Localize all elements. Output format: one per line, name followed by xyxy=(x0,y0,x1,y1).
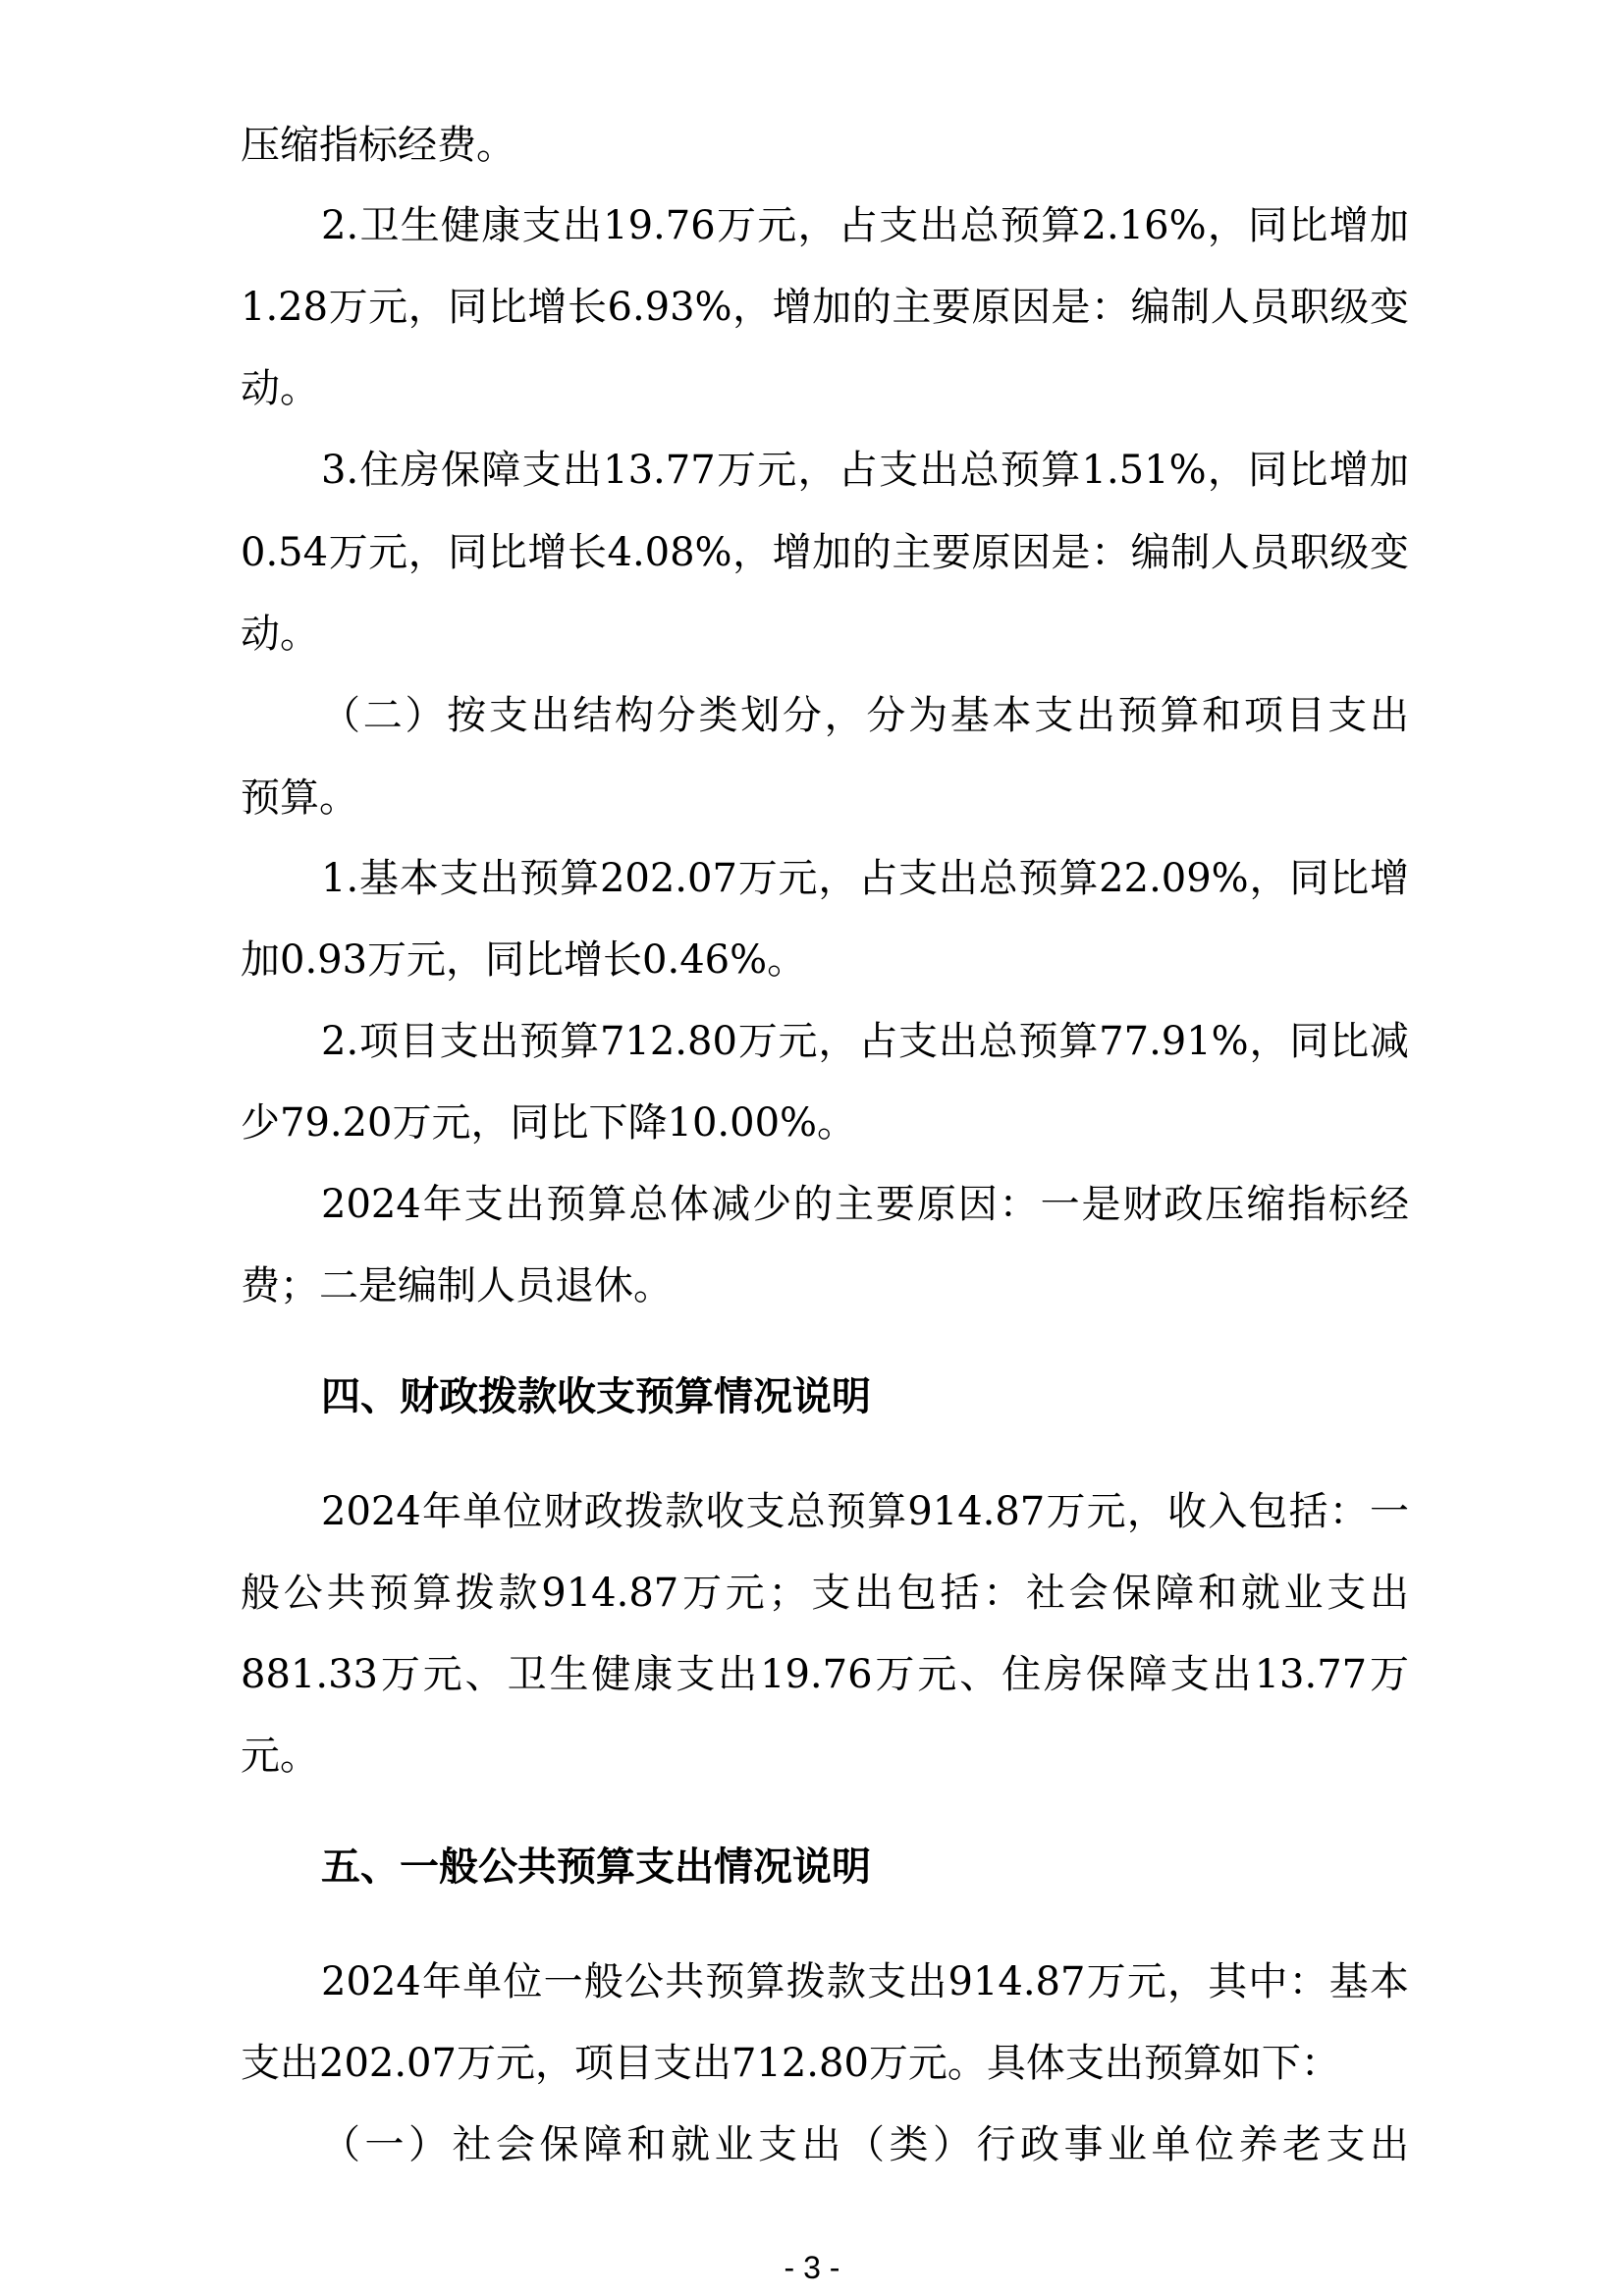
text-line: 元。 xyxy=(241,1734,319,1779)
text-line: 支出202.07万元，项目支出712.80万元。具体支出预算如下： xyxy=(241,2041,1340,2086)
section-heading: 五、一般公共预算支出情况说明 xyxy=(321,1844,871,1890)
text-line: 2024年单位一般公共预算拨款支出914.87万元，其中：基本 xyxy=(321,1959,1409,2004)
text-line: 加0.93万元，同比增长0.46%。 xyxy=(241,937,807,983)
text-line: 1.基本支出预算202.07万元，占支出总预算22.09%，同比增 xyxy=(321,856,1409,901)
text-line: 3.住房保障支出13.77万元，占支出总预算1.51%，同比增加 xyxy=(321,448,1409,493)
text-line: （二）按支出结构分类划分，分为基本支出预算和项目支出 xyxy=(321,693,1409,738)
text-line: 2024年单位财政拨款收支总预算914.87万元，收入包括：一 xyxy=(321,1489,1409,1534)
text-line: 2.项目支出预算712.80万元，占支出总预算77.91%，同比减 xyxy=(321,1019,1409,1064)
text-line: 动。 xyxy=(241,612,319,657)
text-line: 动。 xyxy=(241,366,319,411)
page-number: - 3 - xyxy=(784,2250,840,2285)
text-line: 费；二是编制人员退休。 xyxy=(241,1263,673,1308)
text-line: 2024年支出预算总体减少的主要原因：一是财政压缩指标经 xyxy=(321,1182,1409,1227)
text-line: 1.28万元，同比增长6.93%，增加的主要原因是：编制人员职级变 xyxy=(241,285,1409,330)
text-line: 般公共预算拨款914.87万元；支出包括：社会保障和就业支出 xyxy=(241,1571,1409,1616)
text-line: 预算。 xyxy=(241,775,358,821)
text-line: 少79.20万元，同比下降10.00%。 xyxy=(241,1100,857,1146)
text-line: 压缩指标经费。 xyxy=(241,123,515,168)
section-heading: 四、财政拨款收支预算情况说明 xyxy=(321,1374,871,1419)
text-line: 0.54万元，同比增长4.08%，增加的主要原因是：编制人员职级变 xyxy=(241,530,1409,575)
text-line: （一）社会保障和就业支出（类）行政事业单位养老支出 xyxy=(321,2122,1409,2167)
text-line: 2.卫生健康支出19.76万元，占支出总预算2.16%，同比增加 xyxy=(321,203,1409,248)
text-line: 881.33万元、卫生健康支出19.76万元、住房保障支出13.77万 xyxy=(241,1652,1409,1697)
